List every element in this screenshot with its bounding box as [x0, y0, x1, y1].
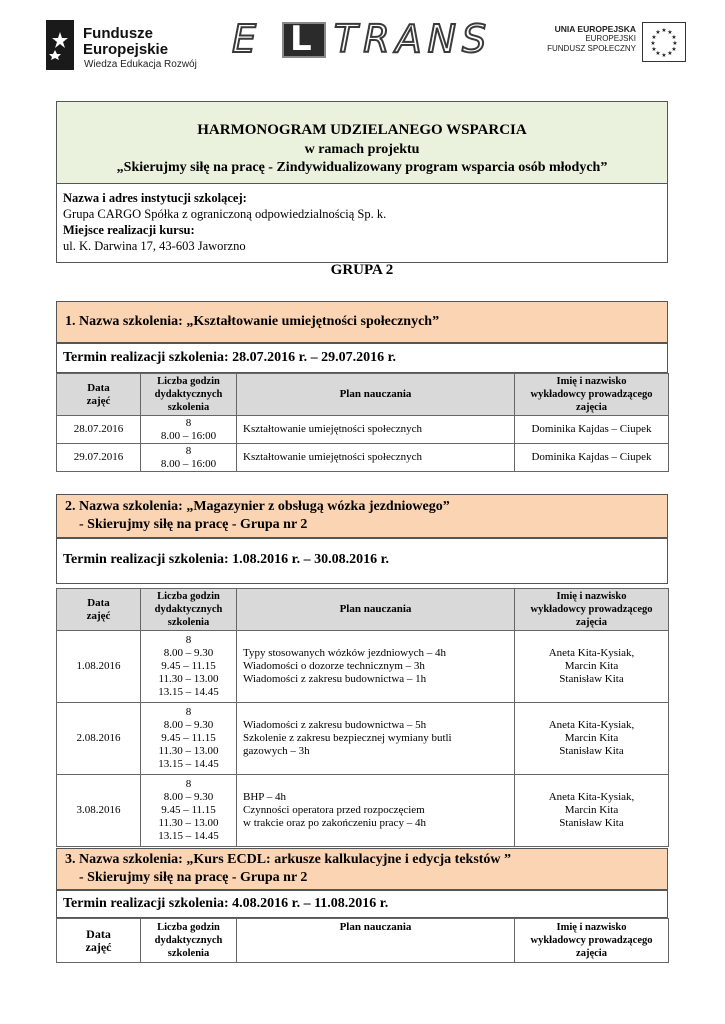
- fe-flag-icon: [46, 20, 74, 70]
- eltrans-logo-l: L: [290, 19, 318, 59]
- row-date: 2.08.2016: [57, 703, 141, 775]
- row-trainer: [515, 631, 669, 703]
- row-date: 1.08.2016: [57, 631, 141, 703]
- row-plan: [237, 631, 515, 703]
- ue-logo-line3: FUNDUSZ SPOŁECZNY: [547, 44, 636, 53]
- trainer-name: Aneta Kita-Kysiak,: [548, 719, 635, 731]
- svg-text:★: ★: [671, 34, 677, 41]
- table-row: [57, 703, 669, 775]
- plan-item: gazowych – 3h: [243, 745, 310, 757]
- col-trainer-line3: zajęcia: [576, 948, 607, 959]
- col-trainer-line1: Imię i nazwisko: [556, 591, 627, 602]
- svg-text:★: ★: [672, 40, 678, 47]
- fundusze-europejskie-logo: [46, 20, 216, 70]
- fe-logo-line1: Fundusze: [83, 25, 153, 42]
- section-3-name: 3. Nazwa szkolenia: „Kurs ECDL: arkusze kalkulacyjne i edycja tekstów ”: [65, 852, 512, 867]
- row-plan: Kształtowanie umiejętności społecznych: [237, 416, 515, 444]
- trainer-name: Marcin Kita: [564, 732, 619, 744]
- hours-slot: 13.15 – 14.45: [158, 758, 219, 770]
- plan-item: Wiadomości z zakresu budownictwa – 5h: [243, 719, 427, 731]
- col-hours: [141, 589, 237, 631]
- col-hours-line1: Liczba godzin: [157, 376, 220, 387]
- trainer-name: Stanisław Kita: [559, 817, 624, 829]
- row-hours: [141, 416, 237, 444]
- col-hours: [141, 374, 237, 416]
- hours-slot: 8.00 – 9.30: [163, 719, 214, 731]
- title-header: [57, 102, 667, 184]
- row-trainer: [515, 703, 669, 775]
- svg-text:★: ★: [651, 34, 657, 41]
- col-hours-line3: szkolenia: [167, 948, 210, 959]
- eltrans-logo-rest: TRANS: [334, 17, 493, 61]
- section-3-header: [56, 848, 668, 890]
- ue-logo-line2: EUROPEJSKI: [585, 34, 636, 43]
- plan-item: BHP – 4h: [243, 791, 286, 803]
- col-hours-line2: dydaktycznych: [154, 389, 223, 400]
- hours-slot: 13.15 – 14.45: [158, 830, 219, 842]
- table-row: [57, 775, 669, 847]
- col-hours-line1: Liczba godzin: [157, 922, 220, 933]
- col-trainer-line3: zajęcia: [576, 617, 607, 628]
- svg-text:★: ★: [650, 40, 656, 47]
- row-plan: [237, 775, 515, 847]
- col-trainer: [515, 919, 669, 963]
- row-trainer: Dominika Kajdas – Ciupek: [515, 444, 669, 472]
- col-hours: [141, 919, 237, 963]
- svg-text:★: ★: [651, 46, 657, 53]
- section-3-term-text: Termin realizacji szkolenia: 4.08.2016 r. – 11.08.2016 r.: [63, 896, 389, 911]
- hours-slot: 9.45 – 11.15: [161, 804, 216, 816]
- row-hours: [141, 775, 237, 847]
- hours-total: 8: [185, 634, 192, 646]
- section-2-name: 2. Nazwa szkolenia: „Magazynier z obsługą wózka jezdniowego”: [65, 499, 450, 514]
- col-date-line2: zajęć: [86, 609, 111, 622]
- place-value: ul. K. Darwina 17, 43-603 Jaworzno: [63, 239, 246, 253]
- table-row: [57, 444, 669, 472]
- fe-logo-line2: Europejskie: [83, 41, 169, 58]
- col-plan: Plan nauczania: [237, 919, 515, 963]
- row-hours: [141, 703, 237, 775]
- col-plan: Plan nauczania: [237, 374, 515, 416]
- plan-item: Szkolenie z zakresu bezpiecznej wymiany butli: [243, 732, 452, 744]
- col-trainer-line2: wykładowcy prowadzącego: [530, 389, 653, 400]
- hours-total: 8: [185, 416, 192, 429]
- page-title: HARMONOGRAM UDZIELANEGO WSPARCIA: [197, 122, 527, 138]
- institution-value: Grupa CARGO Spółka z ograniczoną odpowiedzialnością Sp. k.: [63, 207, 387, 221]
- section-2-name-line2: - Skierujmy siłę na pracę - Grupa nr 2: [79, 517, 308, 532]
- col-date-line1: Data: [86, 926, 111, 941]
- row-plan: Kształtowanie umiejętności społecznych: [237, 444, 515, 472]
- svg-text:★: ★: [667, 50, 673, 57]
- col-date-line2: zajęć: [85, 939, 112, 954]
- plan-item: Czynności operatora przed rozpoczęciem: [243, 804, 425, 816]
- col-hours-line2: dydaktycznych: [154, 604, 223, 615]
- hours-slot: 11.30 – 13.00: [158, 673, 219, 685]
- row-trainer: [515, 775, 669, 847]
- title-box: [56, 101, 668, 263]
- trainer-name: Marcin Kita: [564, 660, 619, 672]
- row-date: 3.08.2016: [57, 775, 141, 847]
- plan-item: Wiadomości z zakresu budownictwa – 1h: [243, 673, 427, 685]
- section-1-term-text: Termin realizacji szkolenia: 28.07.2016 r. – 29.07.2016 r.: [63, 350, 396, 365]
- table-header-row: [57, 374, 669, 416]
- col-trainer-line2: wykładowcy prowadzącego: [530, 604, 653, 615]
- row-trainer: Dominika Kajdas – Ciupek: [515, 416, 669, 444]
- col-plan: Plan nauczania: [237, 589, 515, 631]
- hours-total: 8: [185, 778, 192, 790]
- trainer-name: Marcin Kita: [564, 804, 619, 816]
- col-trainer-line1: Imię i nazwisko: [556, 376, 627, 387]
- section-2-term-text: Termin realizacji szkolenia: 1.08.2016 r. – 30.08.2016 r.: [63, 552, 389, 567]
- svg-text:★: ★: [655, 29, 661, 36]
- table-row: [57, 631, 669, 703]
- col-hours-line3: szkolenia: [167, 617, 210, 628]
- eltrans-logo-e: E: [232, 17, 263, 61]
- section-1-header: [56, 301, 668, 343]
- col-hours-line1: Liczba godzin: [157, 591, 220, 602]
- section-1-name: 1. Nazwa szkolenia: „Kształtowanie umiejętności społecznych”: [65, 314, 440, 329]
- ue-logo-text: [547, 24, 636, 54]
- svg-text:★: ★: [661, 27, 667, 34]
- col-date: [57, 589, 141, 631]
- hours-slot: 13.15 – 14.45: [158, 686, 219, 698]
- svg-text:★: ★: [655, 50, 661, 57]
- row-date: 28.07.2016: [57, 416, 141, 444]
- plan-item: Wiadomości o dozorze technicznym – 3h: [243, 660, 425, 672]
- table-header-row: [57, 589, 669, 631]
- col-date-line1: Data: [87, 381, 110, 394]
- ue-logo-line1: UNIA EUROPEJSKA: [554, 24, 636, 34]
- row-date: 29.07.2016: [57, 444, 141, 472]
- hours-total: 8: [185, 444, 192, 457]
- col-date: [57, 374, 141, 416]
- row-hours: [141, 631, 237, 703]
- institution-info: [63, 190, 386, 254]
- section-2-table: [56, 588, 669, 847]
- trainer-name: Stanisław Kita: [559, 673, 624, 685]
- col-trainer-line1: Imię i nazwisko: [556, 922, 627, 933]
- svg-text:★: ★: [671, 46, 677, 53]
- section-2-header: [56, 494, 668, 538]
- eu-flag-icon: [642, 22, 686, 62]
- col-date-line1: Data: [87, 596, 110, 609]
- fe-logo-line3: Wiedza Edukacja Rozwój: [84, 59, 197, 70]
- col-date: [57, 919, 141, 963]
- hours-slot: 8.00 – 9.30: [163, 791, 214, 803]
- hours-slot: 8.00 – 9.30: [163, 647, 214, 659]
- table-row: [57, 416, 669, 444]
- unia-europejska-logo: [534, 18, 686, 68]
- hours-slot: 9.45 – 11.15: [161, 660, 216, 672]
- row-plan: [237, 703, 515, 775]
- section-3-table: [56, 918, 669, 963]
- section-1-term: [56, 343, 668, 373]
- hours-range: 8.00 – 16:00: [160, 457, 217, 470]
- table-header-row: [57, 919, 669, 963]
- col-trainer-line2: wykładowcy prowadzącego: [530, 935, 653, 946]
- page-subtitle: w ramach projektu: [304, 142, 420, 157]
- plan-item: w trakcie oraz po zakończeniu pracy – 4h: [243, 817, 426, 829]
- section-2-term: [56, 538, 668, 584]
- row-hours: [141, 444, 237, 472]
- eltrans-logo: [232, 17, 498, 61]
- trainer-name: Aneta Kita-Kysiak,: [548, 647, 635, 659]
- hours-total: 8: [185, 706, 192, 718]
- svg-text:★: ★: [661, 52, 667, 59]
- hours-slot: 11.30 – 13.00: [158, 745, 219, 757]
- col-trainer: [515, 589, 669, 631]
- section-3-term: [56, 890, 668, 918]
- trainer-name: Aneta Kita-Kysiak,: [548, 791, 635, 803]
- place-label: Miejsce realizacji kursu:: [63, 223, 195, 237]
- section-1-table: [56, 373, 669, 472]
- institution-label: Nazwa i adres instytucji szkolącej:: [63, 191, 247, 205]
- hours-range: 8.00 – 16:00: [160, 429, 217, 442]
- svg-text:★: ★: [667, 29, 673, 36]
- trainer-name: Stanisław Kita: [559, 745, 624, 757]
- col-trainer: [515, 374, 669, 416]
- section-3-name-line2: - Skierujmy siłę na pracę - Grupa nr 2: [79, 870, 308, 885]
- plan-item: Typy stosowanych wózków jezdniowych – 4h: [243, 647, 447, 659]
- col-hours-line3: szkolenia: [167, 402, 210, 413]
- hours-slot: 11.30 – 13.00: [158, 817, 219, 829]
- group-title: GRUPA 2: [330, 262, 394, 278]
- project-name: „Skierujmy siłę na pracę - Zindywidualizowany program wsparcia osób młodych”: [116, 160, 608, 175]
- col-date-line2: zajęć: [86, 394, 111, 407]
- col-hours-line2: dydaktycznych: [154, 935, 223, 946]
- hours-slot: 9.45 – 11.15: [161, 732, 216, 744]
- col-trainer-line3: zajęcia: [576, 402, 607, 413]
